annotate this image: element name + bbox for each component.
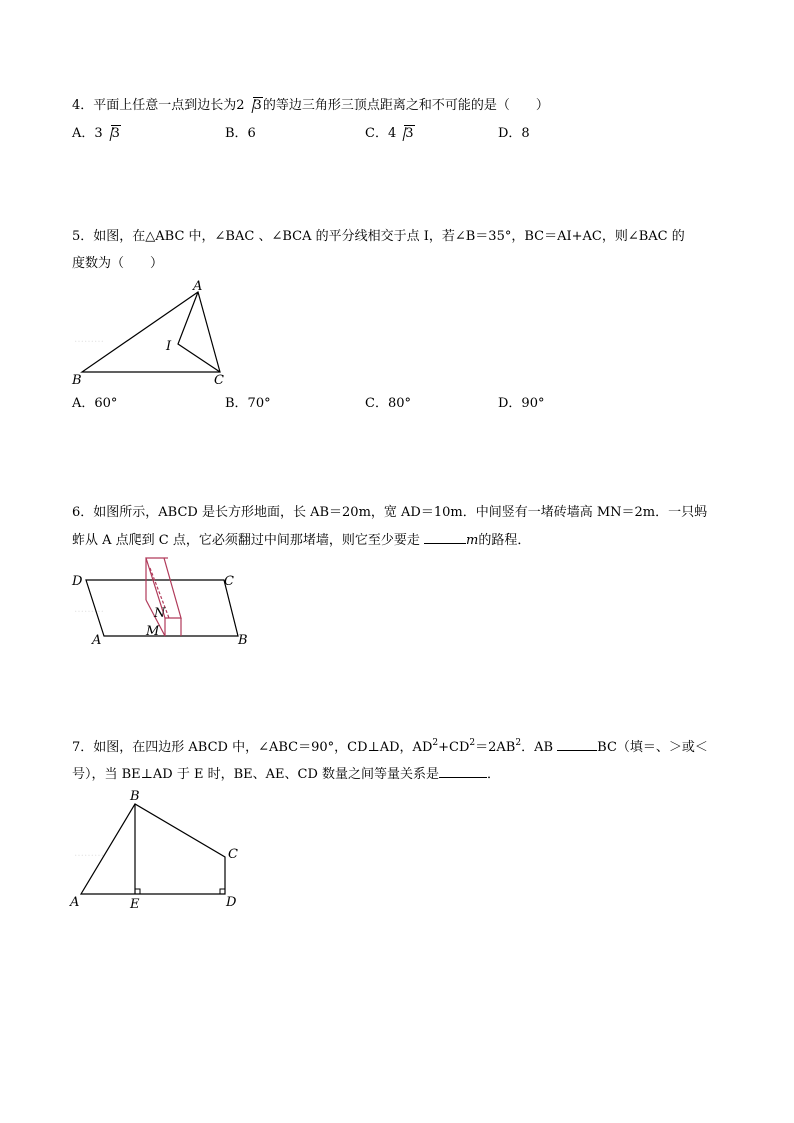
q6-label-d: D bbox=[72, 574, 83, 589]
q7-stem-line1: 7．如图，在四边形 ABCD 中，∠ABC＝90°，CD⊥AD，$AD^2+CD^2=2AB^2$．AB BC（填＝、＞或＜ bbox=[72, 738, 708, 755]
q7-label-b: B bbox=[130, 789, 140, 804]
q5-stem-line2: 度数为（ ） bbox=[72, 256, 164, 271]
q6-label-m: M bbox=[146, 624, 160, 639]
svg-text:………: ……… bbox=[74, 604, 104, 615]
q7-right-angle-e bbox=[135, 889, 140, 894]
q4-stem-text-1: 4．平面上任意一点到边长为2 bbox=[72, 98, 245, 113]
q5-stem-line1: 5．如图，在△ABC 中，∠BAC 、∠BCA 的平分线相交于点 I，若∠B＝35°，BC＝AI+AC，则∠BAC 的 bbox=[72, 229, 685, 244]
q5-label-c: C bbox=[214, 373, 224, 388]
q7-label-a: A bbox=[70, 895, 80, 910]
q4-option-b: B．6 bbox=[225, 126, 256, 141]
q5-label-i: I bbox=[166, 339, 172, 354]
q7-label-e: E bbox=[130, 897, 140, 912]
q5-option-b: B．70° bbox=[225, 396, 271, 411]
q7-label-c: C bbox=[228, 847, 238, 862]
q4-stem-text-2: 的等边三角形三顶点距离之和不可能的是（ ） bbox=[262, 98, 549, 113]
q6-stem-line2: 蚱从 A 点爬到 C 点，它必须翻过中间那堵墙，则它至少要走 m的路程． bbox=[72, 533, 531, 548]
q5-label-a: A bbox=[193, 279, 203, 294]
svg-text:………: ……… bbox=[74, 334, 104, 345]
q7-stem-line2: 号），当 BE⊥AD 于 E 时，BE、AE、CD 数量之间等量关系是 ． bbox=[72, 767, 501, 782]
q7-label-d: D bbox=[226, 895, 237, 910]
q6-stem-line1: 6．如图所示，ABCD 是长方形地面，长 AB＝20m，宽 AD＝10m．中间竖有一堵砖墙高 MN＝2m．一只蚂 bbox=[72, 505, 708, 520]
q6-label-n: N bbox=[154, 606, 166, 621]
q7-right-angle-d bbox=[220, 889, 225, 894]
svg-text:………: ……… bbox=[74, 848, 104, 859]
q5-option-c: C．80° bbox=[365, 396, 411, 411]
q4-stem-sqrt: 3 bbox=[245, 97, 263, 115]
q5-option-a: A．60° bbox=[72, 396, 118, 411]
q4-option-a: A．3 3 bbox=[72, 126, 120, 141]
q4-option-c: C．4 3 bbox=[365, 126, 414, 141]
q6-label-a: A bbox=[92, 633, 102, 648]
q5-label-b: B bbox=[72, 373, 82, 388]
q4-option-d: D．8 bbox=[498, 126, 530, 141]
q6-label-c: C bbox=[224, 574, 234, 589]
q6-label-b: B bbox=[238, 633, 248, 648]
q5-option-d: D．90° bbox=[498, 396, 545, 411]
